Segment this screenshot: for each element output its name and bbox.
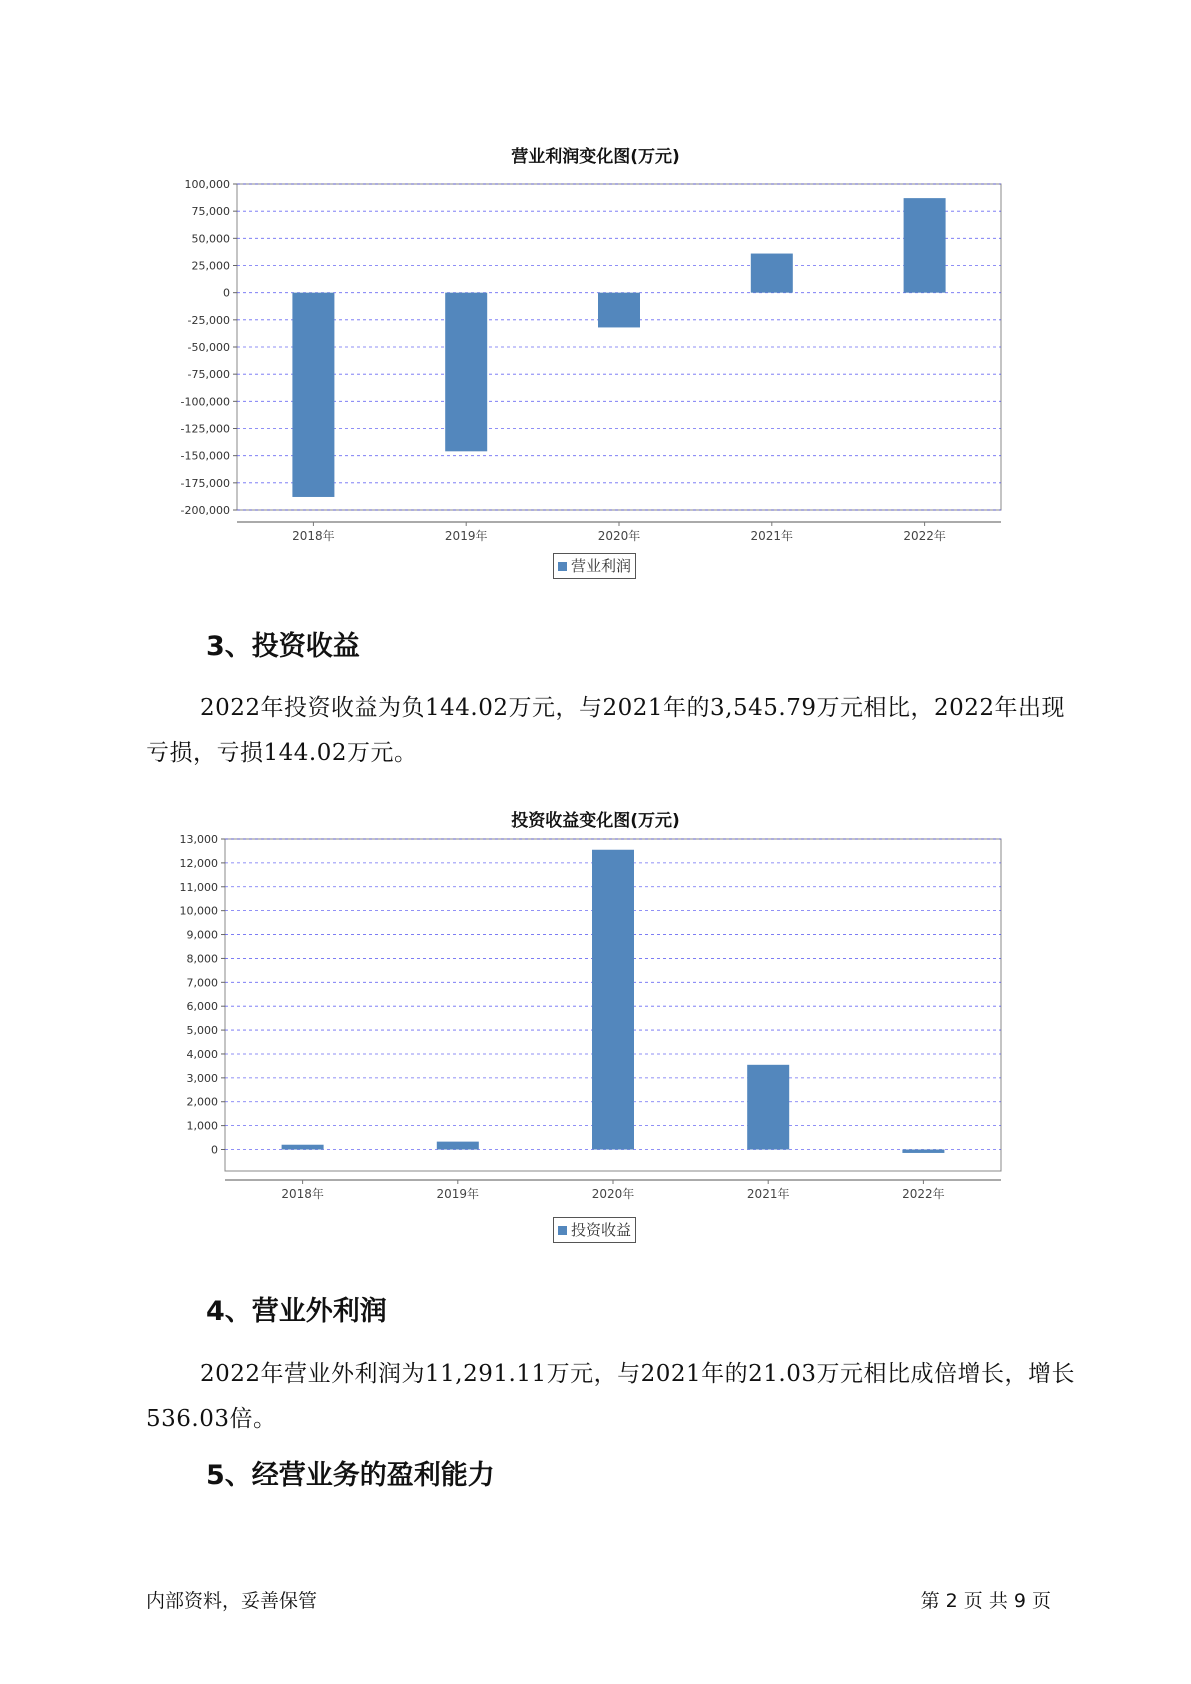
bar-2019年 [445, 293, 487, 452]
y-tick-label: 8,000 [186, 952, 218, 966]
footer-note: 内部资料，妥善保管 [146, 1590, 318, 1612]
chart1-legend [553, 553, 636, 579]
y-tick-label: 1,000 [186, 1119, 218, 1133]
section-5-heading: 5、经营业务的盈利能力 [206, 1460, 495, 1491]
y-tick-label: 5,000 [186, 1024, 218, 1038]
x-tick-label: 2018年 [292, 529, 335, 543]
chart1-title: 营业利润变化图(万元) [511, 147, 680, 167]
section-4-heading: 4、营业外利润 [206, 1296, 387, 1327]
y-tick-label: 2,000 [186, 1095, 218, 1109]
y-tick-label: -125,000 [180, 422, 230, 436]
section-4-paragraph: 2022年营业外利润为11,291.11万元，与2021年的21.03万元相比成倍增长，增长536.03倍。 [146, 1361, 1075, 1432]
bar-2020年 [592, 850, 634, 1150]
x-tick-label: 2020年 [591, 1187, 635, 1201]
x-tick-label: 2020年 [597, 529, 641, 543]
chart2-title: 投资收益变化图(万元) [511, 811, 680, 831]
x-tick-label: 2021年 [750, 529, 794, 543]
legend-swatch [558, 1226, 567, 1235]
y-tick-label: 7,000 [186, 976, 218, 990]
y-tick-label: 50,000 [191, 232, 230, 246]
bar-2020年 [598, 293, 640, 328]
chart2-legend-label: 投资收益 [571, 1221, 632, 1239]
bar-2022年 [904, 198, 946, 293]
y-tick-label: 25,000 [191, 259, 230, 273]
bar-2019年 [437, 1142, 479, 1150]
section-3-heading: 3、投资收益 [206, 631, 360, 662]
investment-income-chart [0, 833, 1191, 1201]
x-tick-label: 2022年 [902, 1187, 945, 1201]
y-tick-label: 0 [211, 1143, 218, 1157]
y-tick-label: -50,000 [187, 341, 230, 354]
chart1-legend-label: 营业利润 [571, 557, 632, 575]
bar-2021年 [751, 254, 793, 293]
x-tick-label: 2019年 [444, 529, 488, 543]
y-tick-label: 6,000 [186, 1000, 218, 1014]
bar-2021年 [747, 1065, 789, 1150]
legend-swatch [558, 562, 567, 571]
y-tick-label: 100,000 [184, 178, 230, 191]
x-tick-label: 2018年 [281, 1187, 324, 1201]
y-tick-label: -150,000 [180, 449, 230, 463]
y-tick-label: -25,000 [187, 313, 230, 327]
x-tick-label: 2022年 [903, 529, 946, 543]
y-tick-label: 0 [223, 286, 230, 300]
y-tick-label: 10,000 [179, 904, 218, 918]
bar-2018年 [292, 293, 334, 497]
y-tick-label: -100,000 [180, 395, 230, 409]
y-tick-label: 12,000 [179, 856, 218, 870]
section-3-paragraph: 2022年投资收益为负144.02万元，与2021年的3,545.79万元相比，2022年出现亏损，亏损144.02万元。 [146, 695, 1065, 766]
y-tick-label: -200,000 [180, 504, 230, 517]
bar-2022年 [902, 1150, 944, 1153]
bar-2018年 [282, 1145, 324, 1150]
footer-page-number: 第 2 页 共 9 页 [920, 1590, 1051, 1612]
x-tick-label: 2021年 [746, 1187, 790, 1201]
x-tick-label: 2019年 [436, 1187, 480, 1201]
y-tick-label: 75,000 [191, 205, 230, 219]
y-tick-label: -75,000 [187, 368, 230, 382]
y-tick-label: -175,000 [180, 476, 230, 490]
y-tick-label: 3,000 [186, 1071, 218, 1085]
y-tick-label: 4,000 [186, 1047, 218, 1061]
y-tick-label: 11,000 [179, 880, 218, 894]
chart2-legend [553, 1217, 636, 1243]
operating-profit-chart [0, 170, 1191, 543]
y-tick-label: 9,000 [186, 928, 218, 942]
y-tick-label: 13,000 [179, 833, 218, 846]
